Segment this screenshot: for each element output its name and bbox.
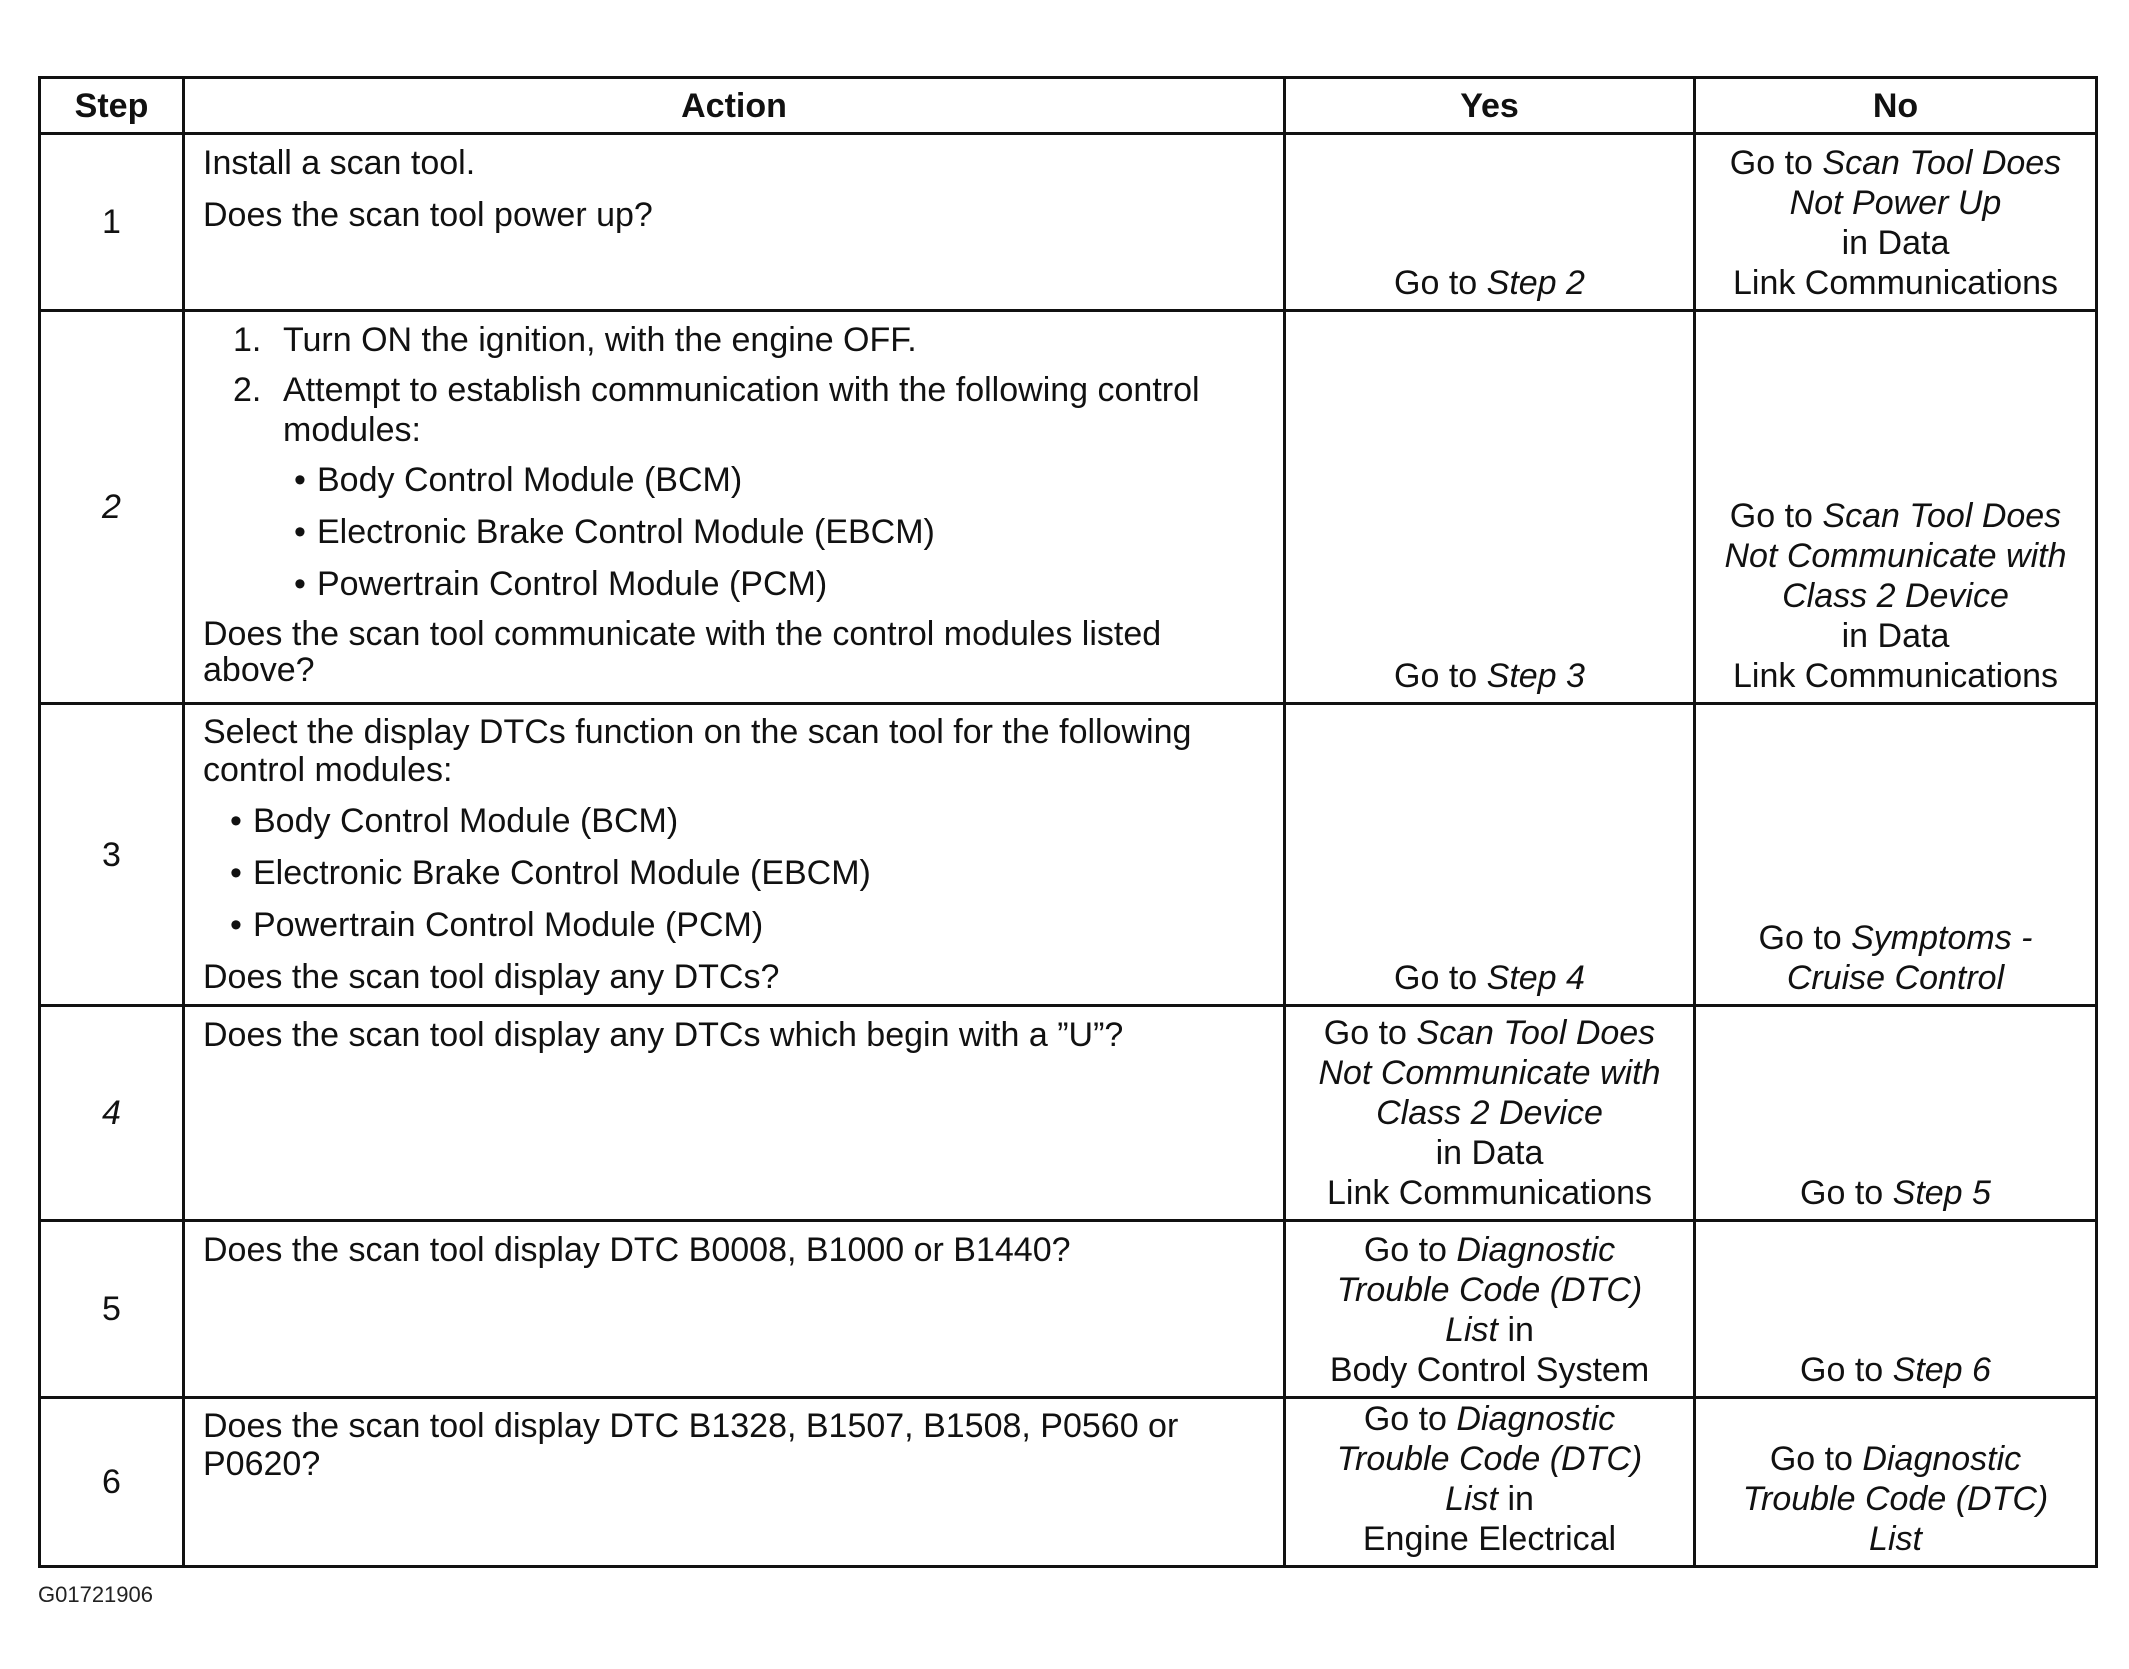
action-question: Does the scan tool display any DTCs which begin with a ”U”? — [203, 1016, 1124, 1054]
numbered-item — [233, 370, 1265, 450]
no-cell — [1695, 1398, 2097, 1567]
yes-link[interactable]: Diagnostic — [1456, 1231, 1616, 1269]
no-text: Link Communications — [1732, 264, 2059, 302]
no-link[interactable]: Scan Tool Does — [1822, 144, 2062, 182]
item-text: Turn ON the ignition, with the engine OFF. — [283, 321, 917, 359]
bullet-item: • Body Control Module (BCM) — [219, 801, 1265, 841]
item-number: 1. — [233, 321, 262, 359]
no-link[interactable]: List — [1869, 1520, 1922, 1558]
figure-id: G01721906 — [38, 1582, 153, 1607]
action-cell — [184, 311, 1285, 704]
step-number: 3 — [40, 704, 184, 1006]
table-row — [40, 311, 2097, 704]
action-text: Install a scan tool. — [203, 144, 476, 182]
no-cell — [1695, 1221, 2097, 1398]
yes-link[interactable]: Step 3 — [1486, 657, 1585, 695]
yes-link[interactable]: Scan Tool Does — [1416, 1014, 1656, 1052]
no-text: Go to — [1769, 1440, 1863, 1478]
no-link[interactable]: Diagnostic — [1862, 1440, 2022, 1478]
no-cell — [1695, 134, 2097, 311]
no-text: Go to — [1758, 919, 1852, 957]
yes-text: Go to — [1363, 1400, 1457, 1438]
no-text: in Data — [1841, 224, 1950, 262]
yes-text: Go to — [1394, 264, 1487, 302]
yes-link[interactable]: Step 4 — [1486, 959, 1585, 997]
action-question: Does the scan tool power up? — [203, 196, 653, 234]
yes-cell — [1285, 134, 1695, 311]
yes-link[interactable]: Diagnostic — [1456, 1400, 1616, 1438]
step-number: 4 — [40, 1006, 184, 1221]
no-text: Link Communications — [1732, 657, 2059, 695]
yes-cell — [1285, 704, 1695, 1006]
yes-text: Go to — [1363, 1231, 1457, 1269]
header-no: No — [1695, 78, 2097, 134]
table-row — [40, 1006, 2097, 1221]
bullet-item: • Body Control Module (BCM) — [283, 460, 1265, 500]
yes-text: Go to — [1394, 959, 1487, 997]
no-text: Go to — [1729, 144, 1823, 182]
step-number: 5 — [40, 1221, 184, 1398]
step-number: 6 — [40, 1398, 184, 1567]
yes-text: Go to — [1394, 657, 1487, 695]
table-row — [40, 1398, 2097, 1567]
no-link[interactable]: Not Communicate with — [1724, 537, 2067, 575]
bullet-icon: • — [230, 802, 242, 840]
table-row — [40, 1221, 2097, 1398]
yes-text: Go to — [1323, 1014, 1417, 1052]
yes-cell — [1285, 1221, 1695, 1398]
bullet-icon: • — [230, 854, 242, 892]
no-link[interactable]: Step 6 — [1892, 1351, 1991, 1389]
no-text: Go to — [1729, 497, 1823, 535]
header-step: Step — [40, 78, 184, 134]
yes-text: in — [1498, 1311, 1534, 1349]
yes-text: Engine Electrical — [1362, 1520, 1617, 1558]
bullet-icon: • — [294, 513, 306, 551]
bullet-icon: • — [230, 906, 242, 944]
yes-text: Body Control System — [1329, 1351, 1650, 1389]
no-link[interactable]: Class 2 Device — [1782, 577, 2009, 615]
no-link[interactable]: Symptoms - — [1851, 919, 2033, 957]
action-question: Does the scan tool display DTC B0008, B1000 or B1440? — [203, 1231, 1071, 1269]
bullet-item: • Electronic Brake Control Module (EBCM) — [219, 853, 1265, 893]
no-link[interactable]: Not Power Up — [1789, 184, 2002, 222]
yes-cell — [1285, 311, 1695, 704]
no-text: Go to — [1800, 1174, 1893, 1212]
yes-text: in Data — [1435, 1134, 1544, 1172]
yes-link[interactable]: Step 2 — [1486, 264, 1585, 302]
bullet-item: • Powertrain Control Module (PCM) — [219, 905, 1265, 945]
header-row — [40, 78, 2097, 134]
yes-link[interactable]: Class 2 Device — [1376, 1094, 1603, 1132]
no-cell — [1695, 1006, 2097, 1221]
yes-cell — [1285, 1006, 1695, 1221]
table-row — [40, 134, 2097, 311]
yes-link[interactable]: Not Communicate with — [1318, 1054, 1661, 1092]
no-text: Go to — [1800, 1351, 1893, 1389]
action-cell — [184, 1221, 1285, 1398]
action-cell — [184, 1398, 1285, 1567]
bullet-icon: • — [294, 565, 306, 603]
yes-link[interactable]: Trouble Code (DTC) — [1336, 1440, 1643, 1478]
no-link[interactable]: Cruise Control — [1786, 959, 2005, 997]
no-link[interactable]: Trouble Code (DTC) — [1742, 1480, 2049, 1518]
header-yes: Yes — [1285, 78, 1695, 134]
no-text: in Data — [1841, 617, 1950, 655]
action-cell — [184, 704, 1285, 1006]
yes-link[interactable]: Trouble Code (DTC) — [1336, 1271, 1643, 1309]
bullet-item: • Electronic Brake Control Module (EBCM) — [283, 512, 1265, 552]
action-question: Does the scan tool communicate with the control modules listed above? — [203, 615, 1162, 689]
step-number: 1 — [40, 134, 184, 311]
no-cell — [1695, 704, 2097, 1006]
no-link[interactable]: Scan Tool Does — [1822, 497, 2062, 535]
yes-link[interactable]: List — [1445, 1311, 1498, 1349]
action-cell — [184, 1006, 1285, 1221]
item-text: Attempt to establish communication with the following control modules: — [283, 371, 1200, 449]
bullet-item: • Powertrain Control Module (PCM) — [283, 564, 1265, 604]
numbered-item — [233, 320, 1265, 360]
no-link[interactable]: Step 5 — [1892, 1174, 1991, 1212]
table-row — [40, 704, 2097, 1006]
no-cell — [1695, 311, 2097, 704]
diagnostic-table — [38, 76, 2098, 1568]
item-number: 2. — [233, 371, 262, 409]
header-action: Action — [184, 78, 1285, 134]
yes-cell — [1285, 1398, 1695, 1567]
action-question: Does the scan tool display DTC B1328, B1507, B1508, P0560 or P0620? — [203, 1407, 1179, 1483]
bullet-icon: • — [294, 461, 306, 499]
action-cell — [184, 134, 1285, 311]
action-text: Select the display DTCs function on the scan tool for the following control modules: — [203, 713, 1192, 789]
yes-text: Link Communications — [1326, 1174, 1653, 1212]
yes-text: in — [1498, 1480, 1534, 1518]
action-question: Does the scan tool display any DTCs? — [203, 958, 780, 996]
yes-link[interactable]: List — [1445, 1480, 1498, 1518]
step-number: 2 — [40, 311, 184, 704]
